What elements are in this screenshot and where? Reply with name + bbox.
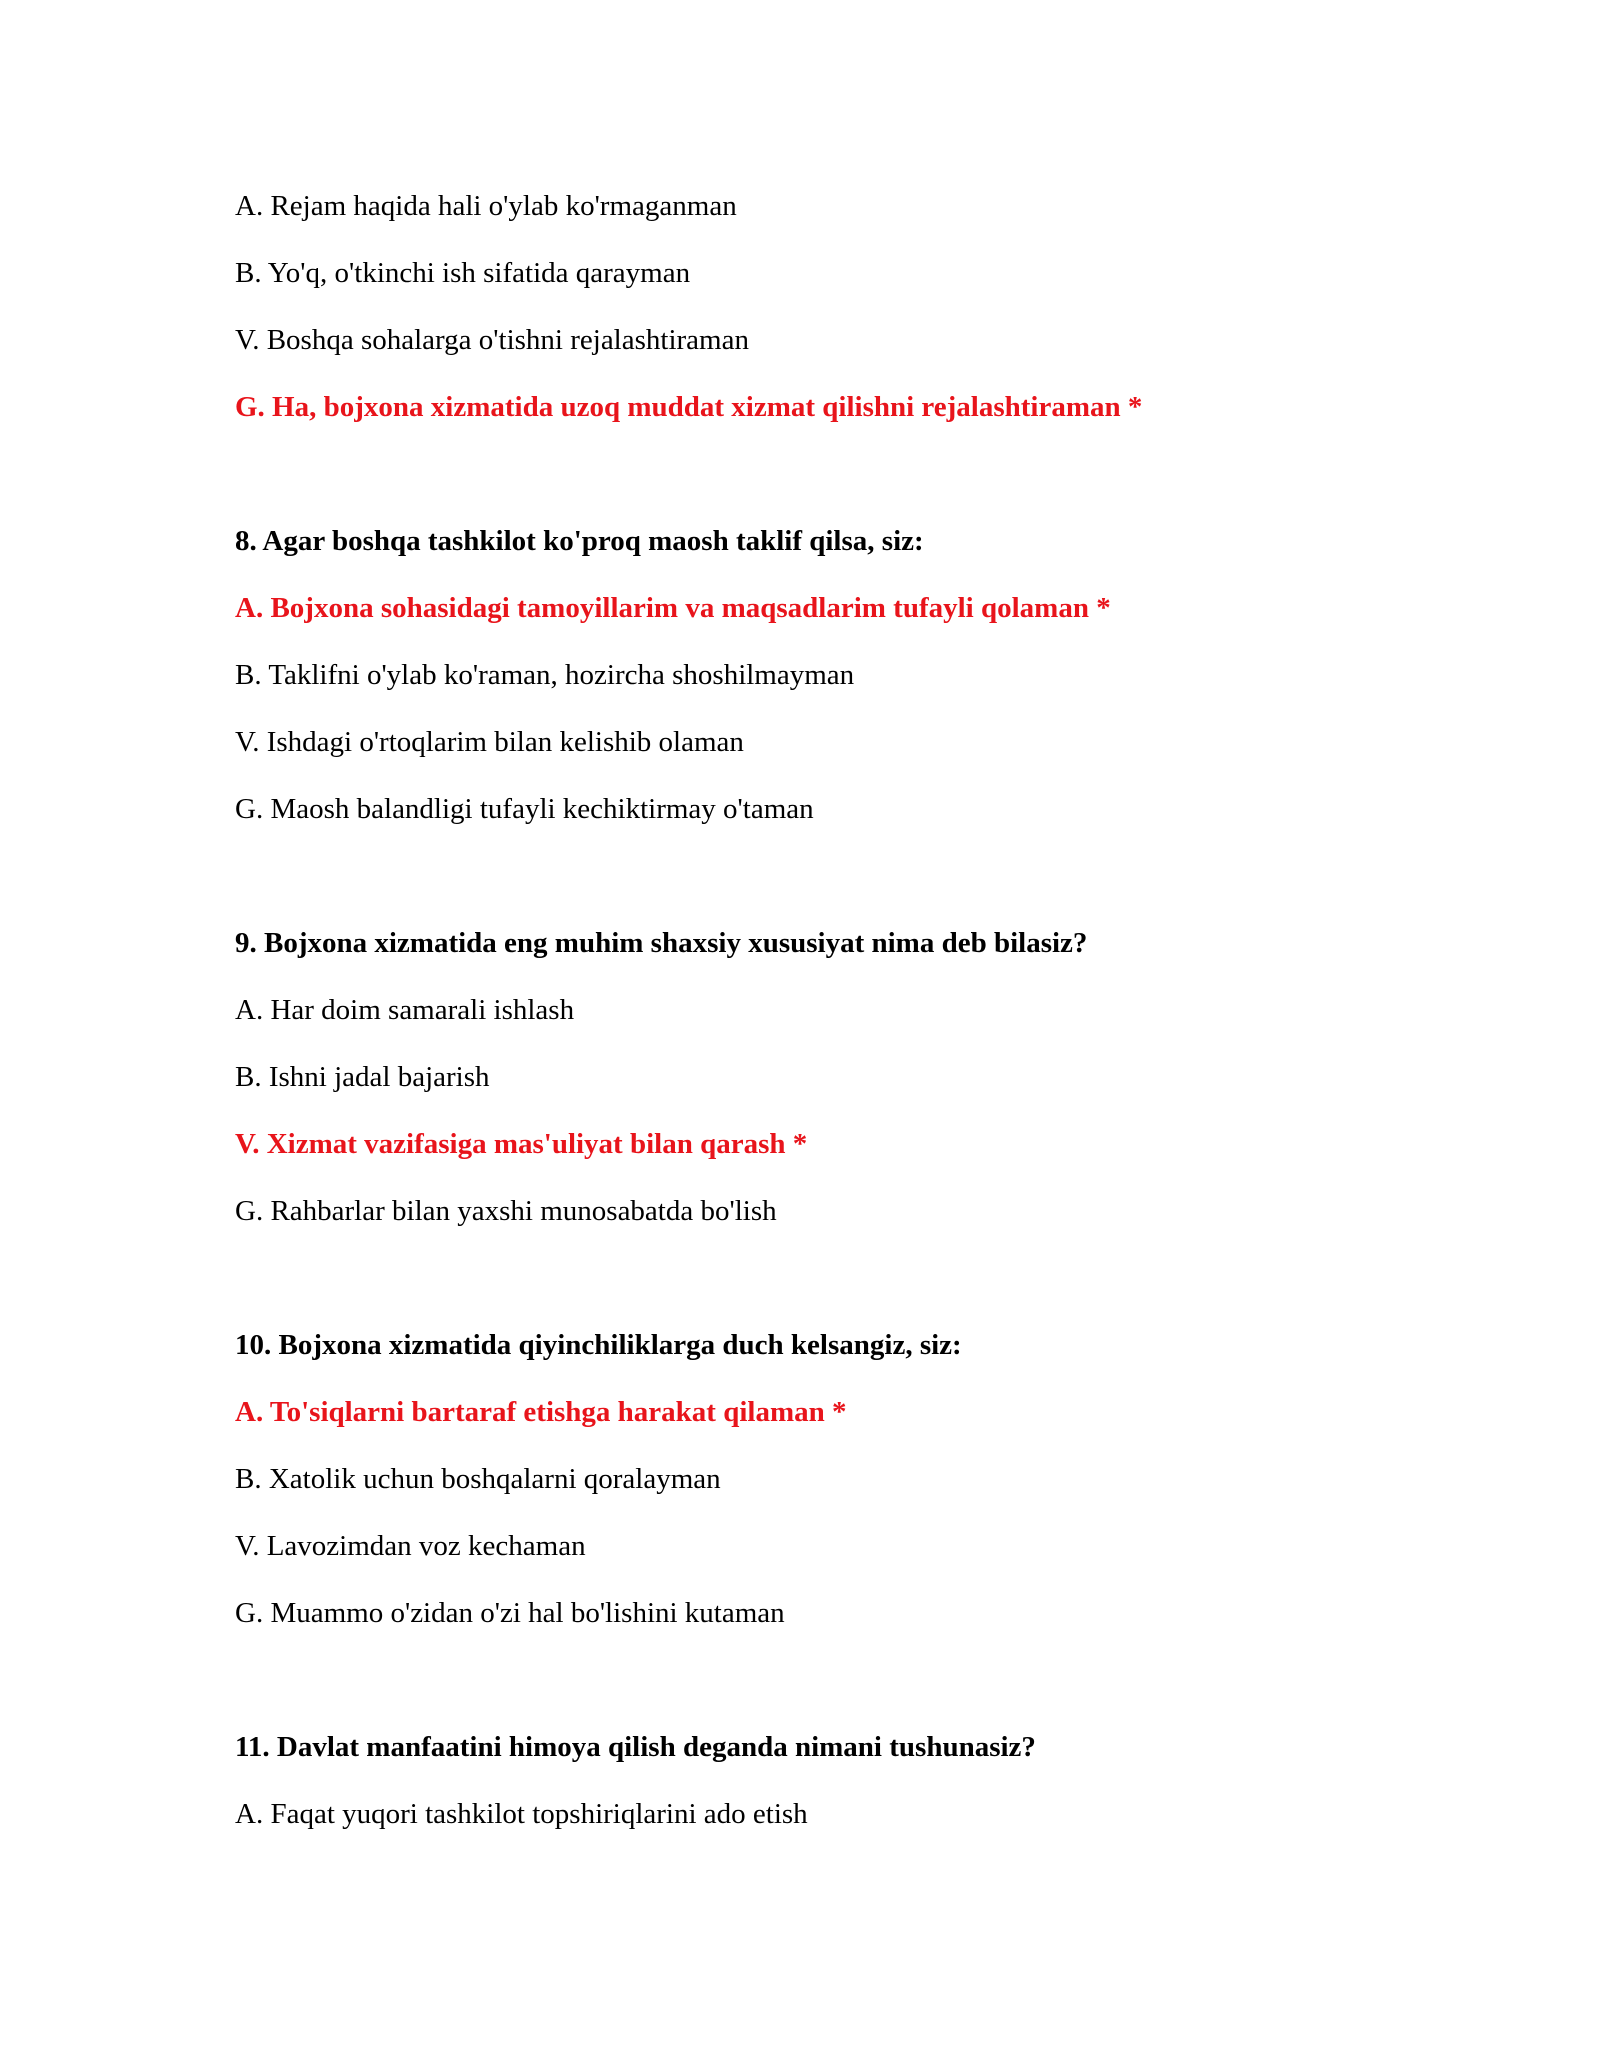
question-11: 11. Davlat manfaatini himoya qilish deganda nimani tushunasiz? (235, 1731, 1036, 1763)
option-b: B. Ishni jadal bajarish (235, 1061, 490, 1093)
option-g-correct: G. Ha, bojxona xizmatida uzoq muddat xizmat qilishni rejalashtiraman * (235, 391, 1143, 423)
option-a: A. Faqat yuqori tashkilot topshiriqlarini ado etish (235, 1798, 808, 1830)
option-v: V. Lavozimdan voz kechaman (235, 1530, 586, 1562)
option-b: B. Yo'q, o'tkinchi ish sifatida qarayman (235, 257, 691, 289)
option-a: A. Rejam haqida hali o'ylab ko'rmaganman (235, 190, 737, 222)
option-b: B. Taklifni o'ylab ko'raman, hozircha shoshilmayman (235, 659, 855, 691)
option-a: A. Har doim samarali ishlash (235, 994, 575, 1026)
option-b: B. Xatolik uchun boshqalarni qoralayman (235, 1463, 721, 1495)
question-9: 9. Bojxona xizmatida eng muhim shaxsiy xususiyat nima deb bilasiz? (235, 927, 1088, 959)
question-8: 8. Agar boshqa tashkilot ko'proq maosh taklif qilsa, siz: (235, 525, 924, 557)
option-g: G. Rahbarlar bilan yaxshi munosabatda bo'lish (235, 1195, 777, 1227)
option-v: V. Boshqa sohalarga o'tishni rejalashtiraman (235, 324, 749, 356)
option-v-correct: V. Xizmat vazifasiga mas'uliyat bilan qarash * (235, 1128, 808, 1160)
option-g: G. Muammo o'zidan o'zi hal bo'lishini kutaman (235, 1597, 785, 1629)
option-v: V. Ishdagi o'rtoqlarim bilan kelishib olaman (235, 726, 744, 758)
option-g: G. Maosh balandligi tufayli kechiktirmay o'taman (235, 793, 814, 825)
option-a-correct: A. To'siqlarni bartaraf etishga harakat qilaman * (235, 1396, 847, 1428)
question-10: 10. Bojxona xizmatida qiyinchiliklarga duch kelsangiz, siz: (235, 1329, 962, 1361)
option-a-correct: A. Bojxona sohasidagi tamoyillarim va maqsadlarim tufayli qolaman * (235, 592, 1111, 624)
